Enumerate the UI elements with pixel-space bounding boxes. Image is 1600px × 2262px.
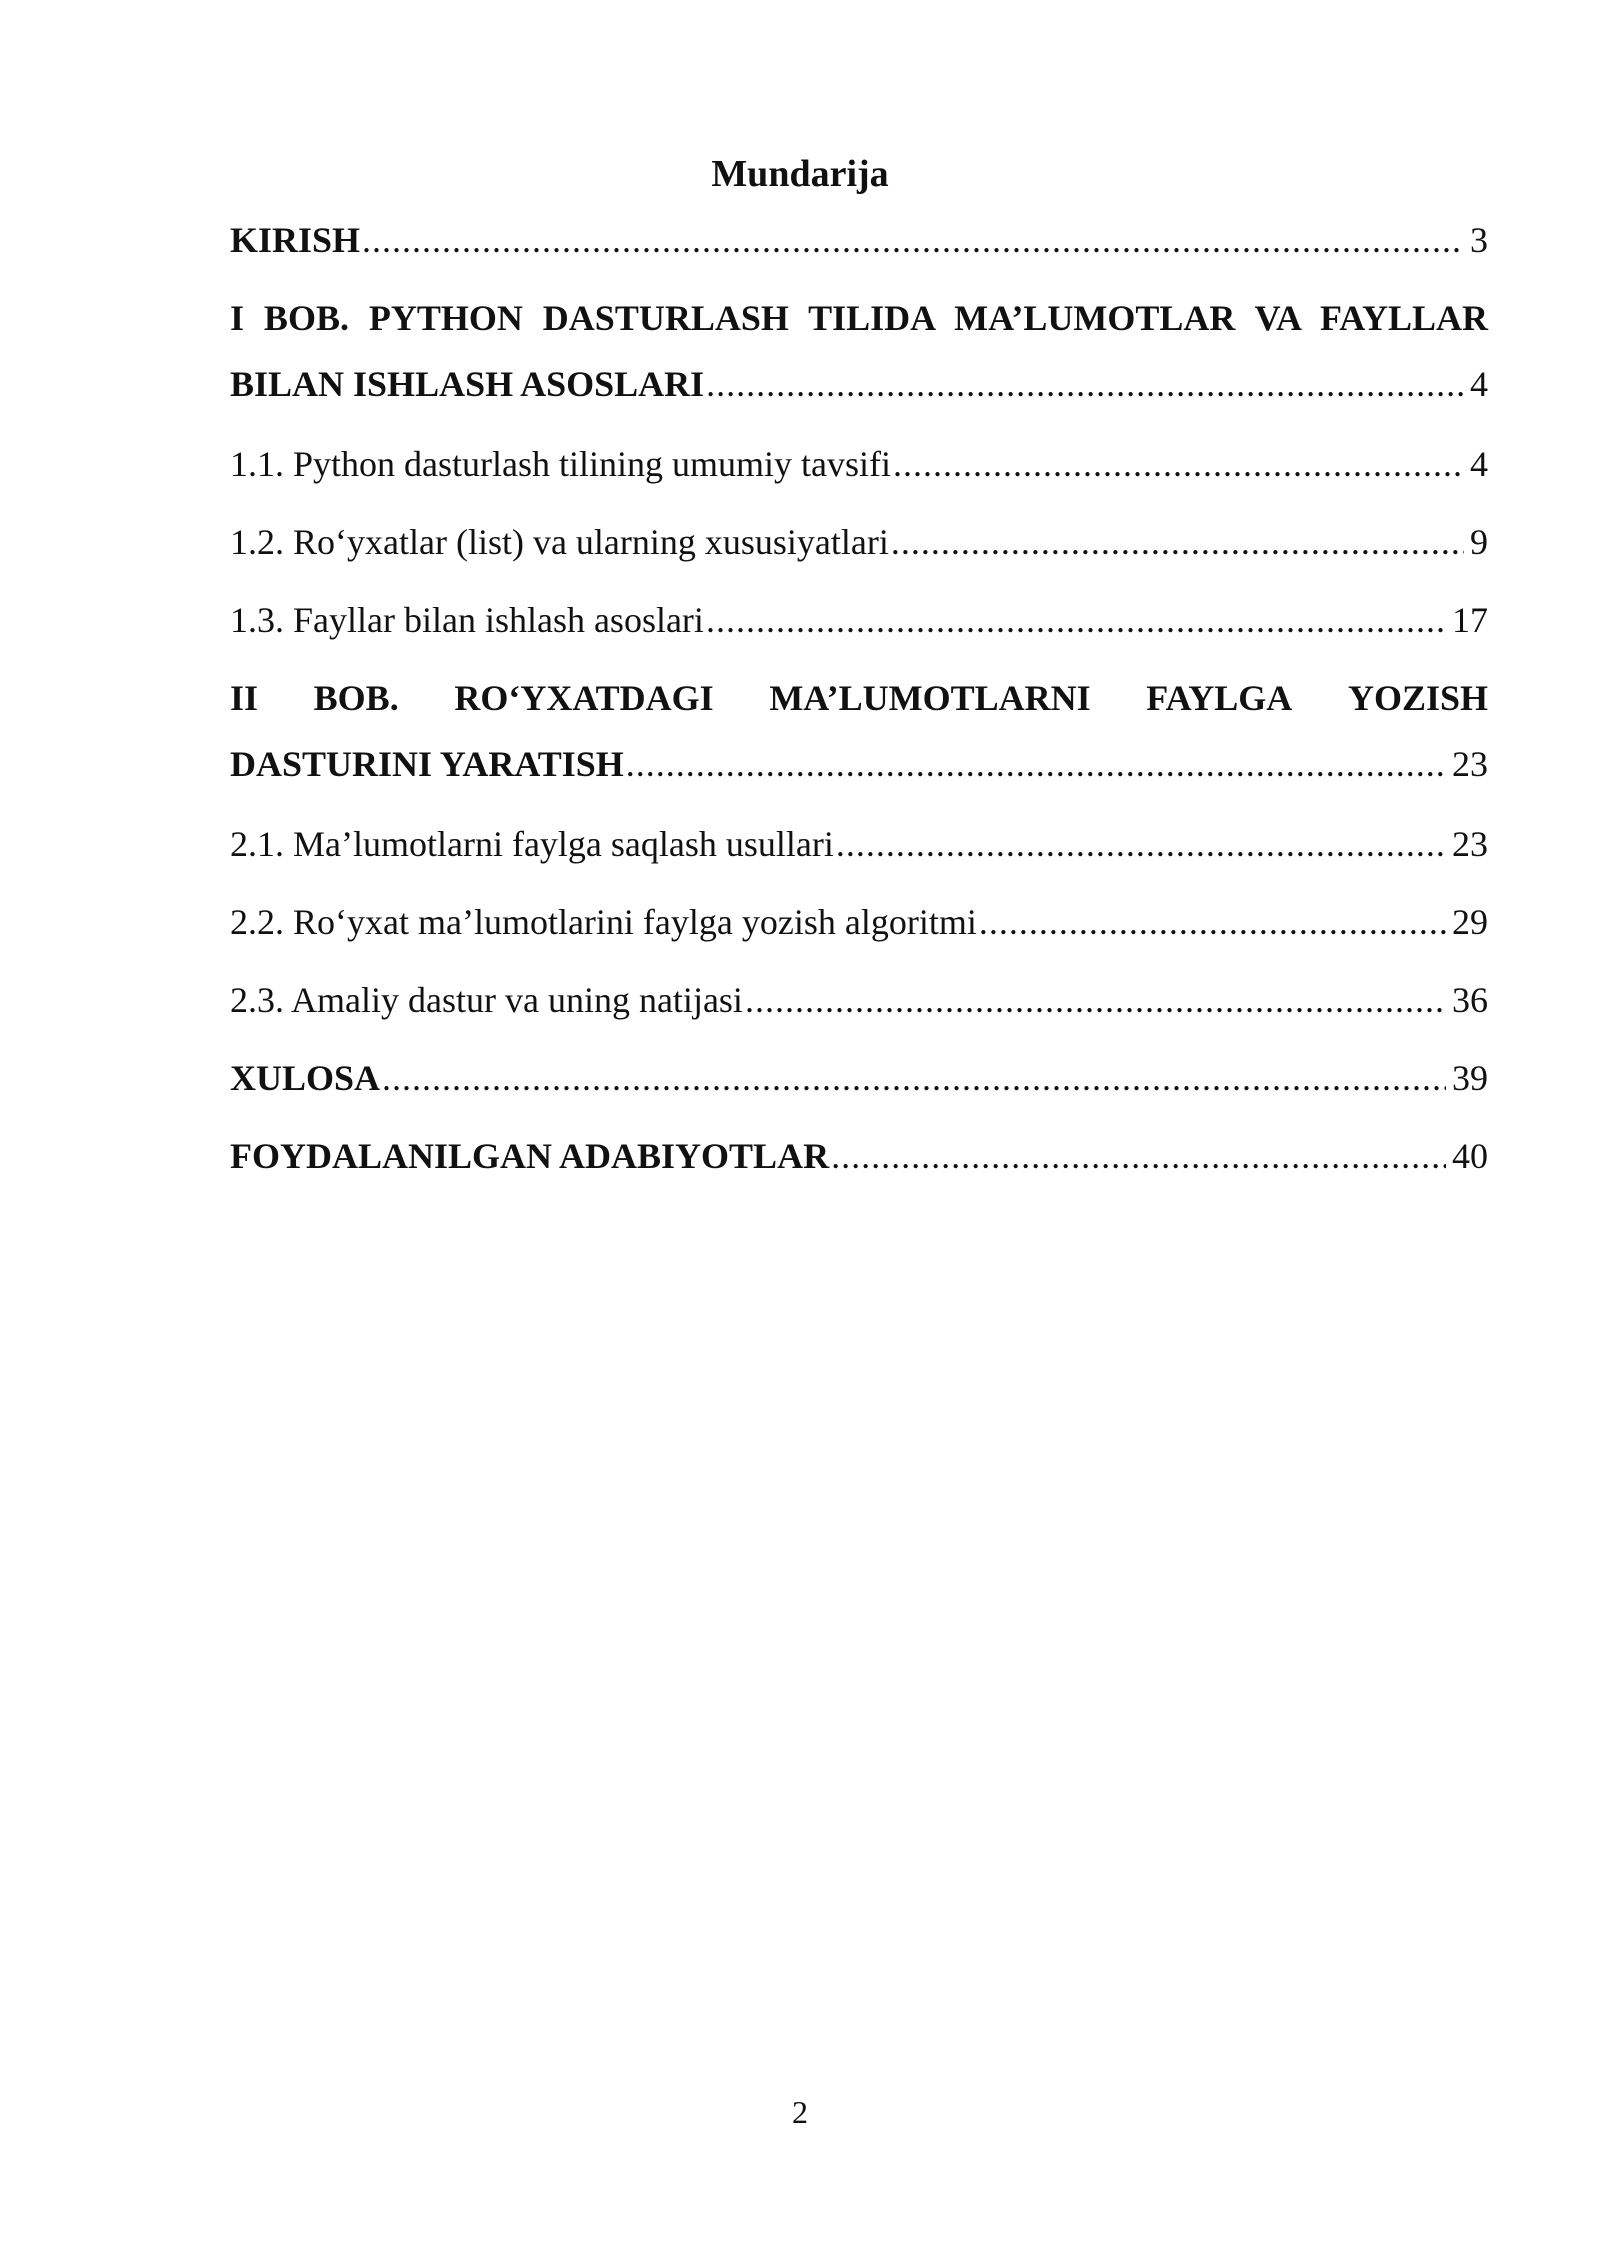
toc-word: MA’LUMOTLARNI: [769, 678, 1091, 718]
toc-page-number: 36: [1452, 980, 1488, 1020]
toc-word: YOZISH: [1347, 678, 1488, 718]
toc-entry-label: 1.3. Fayllar bilan ishlash asoslari: [230, 600, 704, 640]
dot-leader: [706, 594, 1446, 646]
toc-word: II: [230, 678, 259, 718]
toc-entry-label: 1.2. Ro‘yxatlar (list) va ularning xususiyatlari: [230, 522, 889, 562]
toc-page-number: 17: [1452, 600, 1488, 640]
toc-page-number: 4: [1470, 444, 1488, 484]
toc-page-number: 23: [1452, 744, 1488, 784]
toc-page-number: 40: [1452, 1136, 1488, 1176]
toc-page-number: 9: [1470, 522, 1488, 562]
toc-entry-label: BILAN ISHLASH ASOSLARI: [230, 364, 705, 404]
toc-entry-1-3[interactable]: [230, 594, 1488, 646]
dot-leader: [831, 1130, 1446, 1182]
page-number: 2: [792, 2094, 808, 2130]
dot-leader: [893, 438, 1464, 490]
toc-word: RO‘YXATDAGI: [454, 678, 714, 718]
dot-leader: [362, 214, 1464, 266]
toc-entry-adabiyotlar[interactable]: [230, 1130, 1488, 1182]
dot-leader: [891, 516, 1464, 568]
dot-leader: [626, 738, 1446, 790]
toc-word: BOB.: [313, 678, 399, 718]
dot-leader: [745, 974, 1446, 1026]
toc-entry-chapter2[interactable]: [230, 738, 1488, 790]
toc-entry-label: FOYDALANILGAN ADABIYOTLAR: [230, 1136, 830, 1176]
toc-entry-chapter1[interactable]: [230, 358, 1488, 410]
toc-entry-2-1[interactable]: [230, 818, 1488, 870]
toc-entry-label: 2.3. Amaliy dastur va uning natijasi: [230, 980, 743, 1020]
toc-entry-chapter1-line1[interactable]: [230, 292, 1488, 344]
toc-entry-label: XULOSA: [230, 1058, 381, 1098]
toc-page-number: 23: [1452, 824, 1488, 864]
toc-entry-chapter2-line1[interactable]: [230, 672, 1488, 724]
toc-entry-label: DASTURINI YARATISH: [230, 744, 624, 784]
toc-entry-kirish[interactable]: [230, 214, 1488, 266]
dot-leader: [836, 818, 1446, 870]
toc-entry-1-1[interactable]: [230, 438, 1488, 490]
toc-entry-label: 1.1. Python dasturlash tilining umumiy tavsifi: [230, 444, 891, 484]
toc-entry-2-3[interactable]: [230, 974, 1488, 1026]
dot-leader: [706, 358, 1464, 410]
toc-entry-2-2[interactable]: [230, 896, 1488, 948]
dot-leader: [382, 1052, 1446, 1104]
toc-word: FAYLGA: [1146, 678, 1293, 718]
toc-entry-1-2[interactable]: [230, 516, 1488, 568]
toc-page-number: 39: [1452, 1058, 1488, 1098]
page-title: Mundarija: [711, 153, 889, 195]
toc-entry-xulosa[interactable]: [230, 1052, 1488, 1104]
toc-page-number: 3: [1470, 220, 1488, 260]
dot-leader: [979, 896, 1446, 948]
toc-entry-label: KIRISH: [230, 220, 361, 260]
toc-page-number: 29: [1452, 902, 1488, 942]
toc-entry-label: I BOB. PYTHON DASTURLASH TILIDA MA’LUMOTLAR VA FAYLLAR: [230, 298, 1488, 338]
toc-page-number: 4: [1470, 364, 1488, 404]
toc-entry-label: 2.2. Ro‘yxat ma’lumotlarini faylga yozish algoritmi: [230, 902, 977, 942]
toc-entry-label: 2.1. Ma’lumotlarni faylga saqlash usullari: [230, 824, 834, 864]
